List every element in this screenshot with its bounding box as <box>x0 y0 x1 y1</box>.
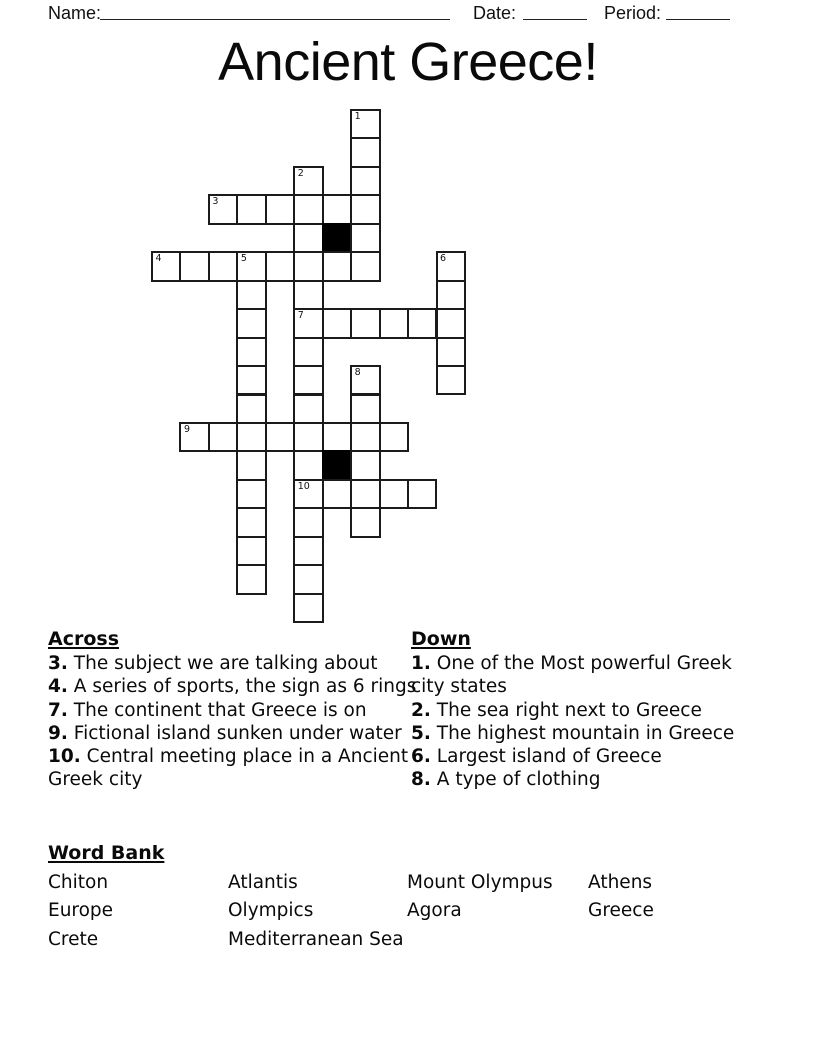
across-heading: Across <box>48 628 120 650</box>
grid-cell[interactable] <box>208 194 238 224</box>
grid-cell[interactable] <box>322 308 352 338</box>
cell-clue-number: 3 <box>212 196 219 208</box>
grid-cell[interactable] <box>236 251 266 281</box>
grid-cell[interactable] <box>350 507 380 537</box>
grid-cell[interactable] <box>322 422 352 452</box>
cell-clue-number: 10 <box>297 480 310 492</box>
cell-clue-number: 2 <box>297 167 304 179</box>
word-bank-item: Olympics <box>228 900 314 922</box>
grid-cell[interactable] <box>350 109 380 139</box>
grid-cell[interactable] <box>179 251 209 281</box>
cell-clue-number: 8 <box>354 367 361 379</box>
word-bank-words <box>48 872 768 962</box>
grid-cell[interactable] <box>293 280 323 310</box>
grid-cell[interactable] <box>236 422 266 452</box>
grid-cell[interactable] <box>293 593 323 623</box>
clue-item-text: The continent that Greece is on <box>73 699 367 721</box>
grid-cell[interactable] <box>236 337 266 367</box>
grid-cell[interactable] <box>293 564 323 594</box>
clue-item <box>48 652 418 675</box>
clue-item-text: The highest mountain in Greece <box>436 722 735 744</box>
grid-cell[interactable] <box>350 223 380 253</box>
clue-item <box>411 768 756 791</box>
clue-item <box>48 745 418 792</box>
date-input-line[interactable] <box>523 2 587 20</box>
clue-item-number: 4. <box>48 676 68 698</box>
grid-cell[interactable] <box>208 251 238 281</box>
grid-cell[interactable] <box>293 251 323 281</box>
crossword-grid <box>151 109 619 624</box>
period-label: Period: <box>604 3 662 23</box>
grid-cell[interactable] <box>350 479 380 509</box>
cell-clue-number: 6 <box>440 253 447 265</box>
cell-clue-number: 1 <box>354 111 361 122</box>
clue-item-number: 9. <box>48 722 68 744</box>
grid-cell[interactable] <box>350 422 380 452</box>
clue-item-number: 7. <box>48 699 68 721</box>
grid-cell[interactable] <box>379 422 409 452</box>
grid-cell[interactable] <box>436 337 466 367</box>
clue-item-text: Central meeting place in a Ancient Greek city <box>48 746 409 791</box>
clue-item <box>48 722 418 745</box>
grid-cell[interactable] <box>293 223 323 253</box>
grid-cell[interactable] <box>322 194 352 224</box>
grid-cell[interactable] <box>379 479 409 509</box>
grid-cell[interactable] <box>265 251 295 281</box>
clue-item <box>411 652 756 699</box>
word-bank-item: Chiton <box>48 872 109 893</box>
grid-cell[interactable] <box>350 308 380 338</box>
grid-cell[interactable] <box>322 251 352 281</box>
grid-cell[interactable] <box>236 536 266 566</box>
grid-cell[interactable] <box>407 308 437 338</box>
word-bank-item: Greece <box>588 900 654 922</box>
grid-cell[interactable] <box>236 394 266 424</box>
word-bank-item: Mediterranean Sea <box>228 928 404 950</box>
grid-cell[interactable] <box>236 507 266 537</box>
grid-cell[interactable] <box>350 251 380 281</box>
period-input-line[interactable] <box>666 2 730 20</box>
word-bank-item: Crete <box>48 928 99 950</box>
cell-clue-number: 5 <box>240 253 247 265</box>
grid-cell[interactable] <box>436 365 466 395</box>
word-bank-item: Atlantis <box>228 872 298 893</box>
grid-cell[interactable] <box>293 194 323 224</box>
grid-cell[interactable] <box>293 337 323 367</box>
grid-cell[interactable] <box>265 422 295 452</box>
clue-item <box>48 675 418 698</box>
word-bank-heading: Word Bank <box>48 842 165 864</box>
clue-item <box>411 745 756 768</box>
grid-cell[interactable] <box>236 308 266 338</box>
grid-cell[interactable] <box>350 137 380 167</box>
grid-cell[interactable] <box>179 422 209 452</box>
grid-cell[interactable] <box>407 479 437 509</box>
grid-cell[interactable] <box>293 308 323 338</box>
name-input-line[interactable] <box>100 2 450 20</box>
clue-item-text: Largest island of Greece <box>436 746 662 768</box>
grid-cell[interactable] <box>350 166 380 196</box>
word-bank-item: Athens <box>588 872 653 893</box>
grid-cell[interactable] <box>265 194 295 224</box>
grid-cell[interactable] <box>151 251 181 281</box>
cell-clue-number: 7 <box>297 310 304 322</box>
page-title: Ancient Greece! <box>218 32 598 92</box>
grid-cell[interactable] <box>293 479 323 509</box>
clue-item-text: The subject we are talking about <box>73 653 378 674</box>
clue-item-text: Fictional island sunken under water <box>73 722 402 744</box>
grid-cell[interactable] <box>236 194 266 224</box>
grid-cell[interactable] <box>236 365 266 395</box>
word-bank-item: Agora <box>407 900 462 922</box>
cell-clue-number: 9 <box>183 423 190 435</box>
clue-item-number: 6. <box>411 746 431 768</box>
grid-cell[interactable] <box>350 450 380 480</box>
clue-item <box>411 699 756 722</box>
clue-item-text: The sea right next to Greece <box>436 699 702 721</box>
clue-item-text: A series of sports, the sign as 6 rings <box>73 676 417 698</box>
grid-cell-black <box>322 223 352 253</box>
grid-cell[interactable] <box>293 365 323 395</box>
clue-item-number: 10. <box>48 746 81 768</box>
clue-item-text: One of the Most powerful Greek city states <box>411 653 732 698</box>
grid-cell[interactable] <box>293 394 323 424</box>
grid-cell[interactable] <box>236 479 266 509</box>
grid-cell[interactable] <box>350 365 380 395</box>
grid-cell[interactable] <box>293 166 323 196</box>
name-label: Name: <box>48 3 102 23</box>
grid-cell[interactable] <box>436 280 466 310</box>
clue-item-number: 3. <box>48 653 68 674</box>
grid-cell[interactable] <box>350 394 380 424</box>
grid-cell[interactable] <box>293 450 323 480</box>
grid-cell[interactable] <box>208 422 238 452</box>
grid-cell[interactable] <box>236 450 266 480</box>
across-clue-list <box>48 652 418 792</box>
grid-cell[interactable] <box>293 507 323 537</box>
grid-cell[interactable] <box>436 251 466 281</box>
clue-item-text: A type of clothing <box>436 769 601 791</box>
clue-item <box>48 699 418 722</box>
date-label: Date: <box>473 3 517 23</box>
grid-cell[interactable] <box>436 308 466 338</box>
clue-item-number: 1. <box>411 653 431 674</box>
clue-item-number: 8. <box>411 769 431 791</box>
word-bank-item: Mount Olympus <box>407 872 553 893</box>
clue-item-number: 2. <box>411 699 431 721</box>
grid-cell[interactable] <box>379 308 409 338</box>
grid-cell[interactable] <box>236 280 266 310</box>
grid-cell[interactable] <box>293 422 323 452</box>
word-bank-item: Europe <box>48 900 114 922</box>
cell-clue-number: 4 <box>155 253 162 265</box>
clue-item-number: 5. <box>411 722 431 744</box>
grid-cell-black <box>322 450 352 480</box>
grid-cell[interactable] <box>293 536 323 566</box>
grid-cell[interactable] <box>236 564 266 594</box>
clue-item <box>411 722 756 745</box>
grid-cell[interactable] <box>322 479 352 509</box>
down-heading: Down <box>411 628 471 650</box>
grid-cell[interactable] <box>350 194 380 224</box>
down-clue-list <box>411 652 756 792</box>
